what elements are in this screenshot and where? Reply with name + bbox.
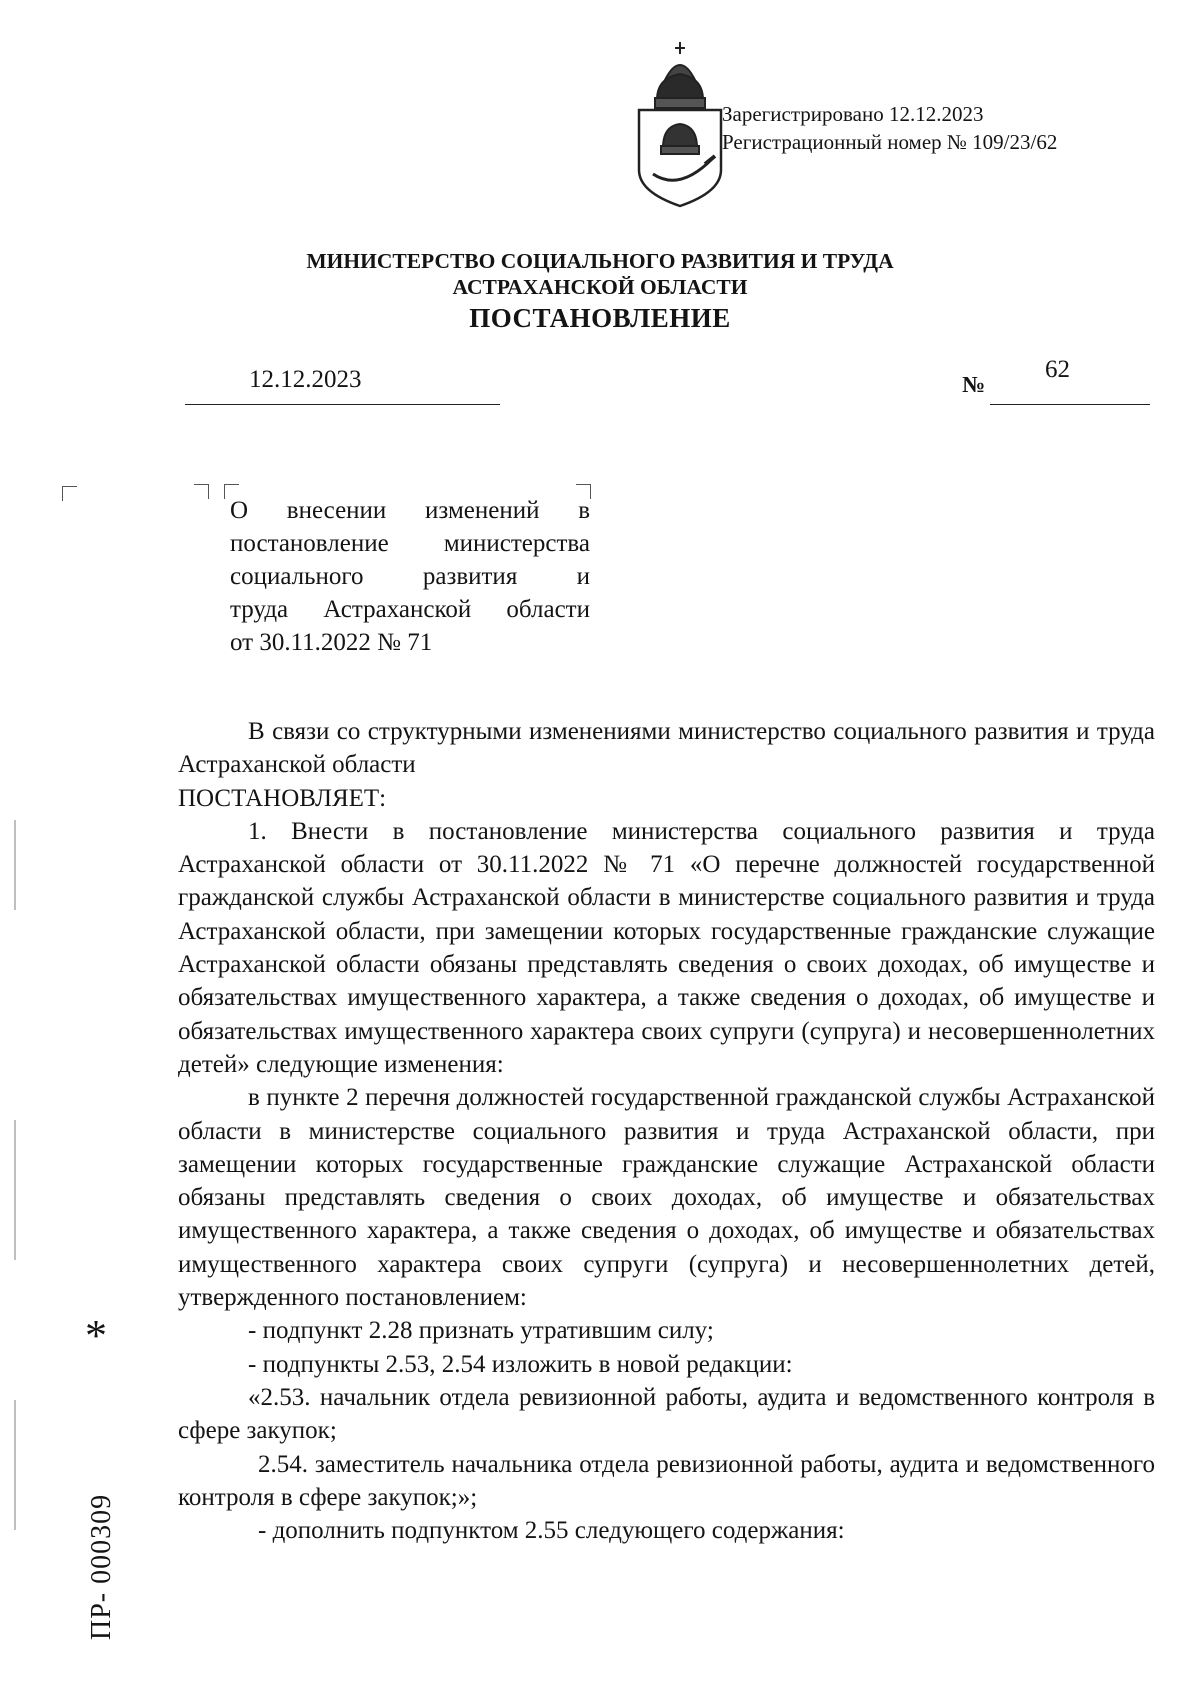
ministry-line-2: АСТРАХАНСКОЙ ОБЛАСТИ xyxy=(452,275,748,299)
document-subject xyxy=(230,494,590,659)
scan-noise xyxy=(14,820,16,910)
paragraph-7: - дополнить подпунктом 2.55 следующего содержания: xyxy=(258,1517,845,1545)
number-field xyxy=(990,352,1150,405)
preamble-paragraph: В связи со структурными изменениями министерство социального развития и труда Астраханской области xyxy=(178,718,1155,779)
registration-line-1: Зарегистрировано 12.12.2023 xyxy=(722,102,984,126)
registration-stamp xyxy=(722,100,1057,156)
paragraph-5: «2.53. начальник отдела ревизионной работы, аудита и ведомственного контроля в сфере закупок; xyxy=(178,1383,1155,1445)
ministry-name xyxy=(300,248,900,300)
ministry-line-1: МИНИСТЕРСТВО СОЦИАЛЬНОГО РАЗВИТИЯ И ТРУДА xyxy=(306,249,894,273)
subject-line: социального развития и xyxy=(230,563,590,590)
paragraph-4: - подпункты 2.53, 2.54 изложить в новой редакции: xyxy=(248,1350,793,1378)
subject-line: О внесении изменений в xyxy=(230,497,590,524)
number-sign: № xyxy=(962,372,986,397)
subject-line: постановление министерства xyxy=(230,530,590,557)
margin-document-code: ПР- 000309 xyxy=(86,1493,117,1640)
document-date: 12.12.2023 xyxy=(249,366,362,393)
subject-line: труда Астраханской области xyxy=(230,596,590,623)
margin-corner-mark xyxy=(62,486,77,501)
date-field xyxy=(185,366,500,405)
paragraph-3: - подпункт 2.28 признать утратившим силу; xyxy=(248,1317,714,1345)
margin-star-mark: * xyxy=(85,1311,107,1360)
subject-line: от 30.11.2022 № 71 xyxy=(230,629,433,656)
scan-noise xyxy=(14,1400,16,1530)
document-type: ПОСТАНОВЛЕНИЕ xyxy=(469,303,731,333)
paragraph-2: в пункте 2 перечня должностей государственной гражданской службы Астраханской области в министерстве социального развития и труда Астраханской области, при замещении которых государственные гражданские служащие Астраханской области обязаны представлять сведения о своих доходах, об имуществе и обязательствах имущественного характера, а также сведения о доходах, об имуществе и обязательствах имущественного характера своих супруги (супруга) и несовершеннолетних детей, утвержденного постановлением: xyxy=(178,1084,1155,1312)
paragraph-1: 1. Внести в постановление министерства социального развития и труда Астраханской области от 30.11.2022 № 71 «О перечне должностей государственной гражданской службы Астраханской области в министерстве социального развития и труда Астраханской области, при замещении которых государственные гражданские служащие Астраханской области обязаны представлять сведения о своих доходах, об имуществе и обязательствах имущественного характера, а также сведения о доходах, об имуществе и обязательствах имущественного характера своих супруги (супруга) и несовершеннолетних детей» следующие изменения: xyxy=(178,817,1155,1078)
decree-word: ПОСТАНОВЛЯЕТ: xyxy=(178,784,387,812)
paragraph-6: 2.54. заместитель начальника отдела ревизионной работы, аудита и ведомственного контроля в сфере закупок;»; xyxy=(178,1450,1155,1511)
registration-line-2: Регистрационный номер № 109/23/62 xyxy=(722,130,1058,154)
coat-of-arms-icon xyxy=(635,40,725,210)
scan-noise xyxy=(14,1120,16,1260)
subject-corner-mark xyxy=(194,484,209,499)
document-body xyxy=(178,715,1155,1547)
document-number: 62 xyxy=(1045,356,1070,383)
